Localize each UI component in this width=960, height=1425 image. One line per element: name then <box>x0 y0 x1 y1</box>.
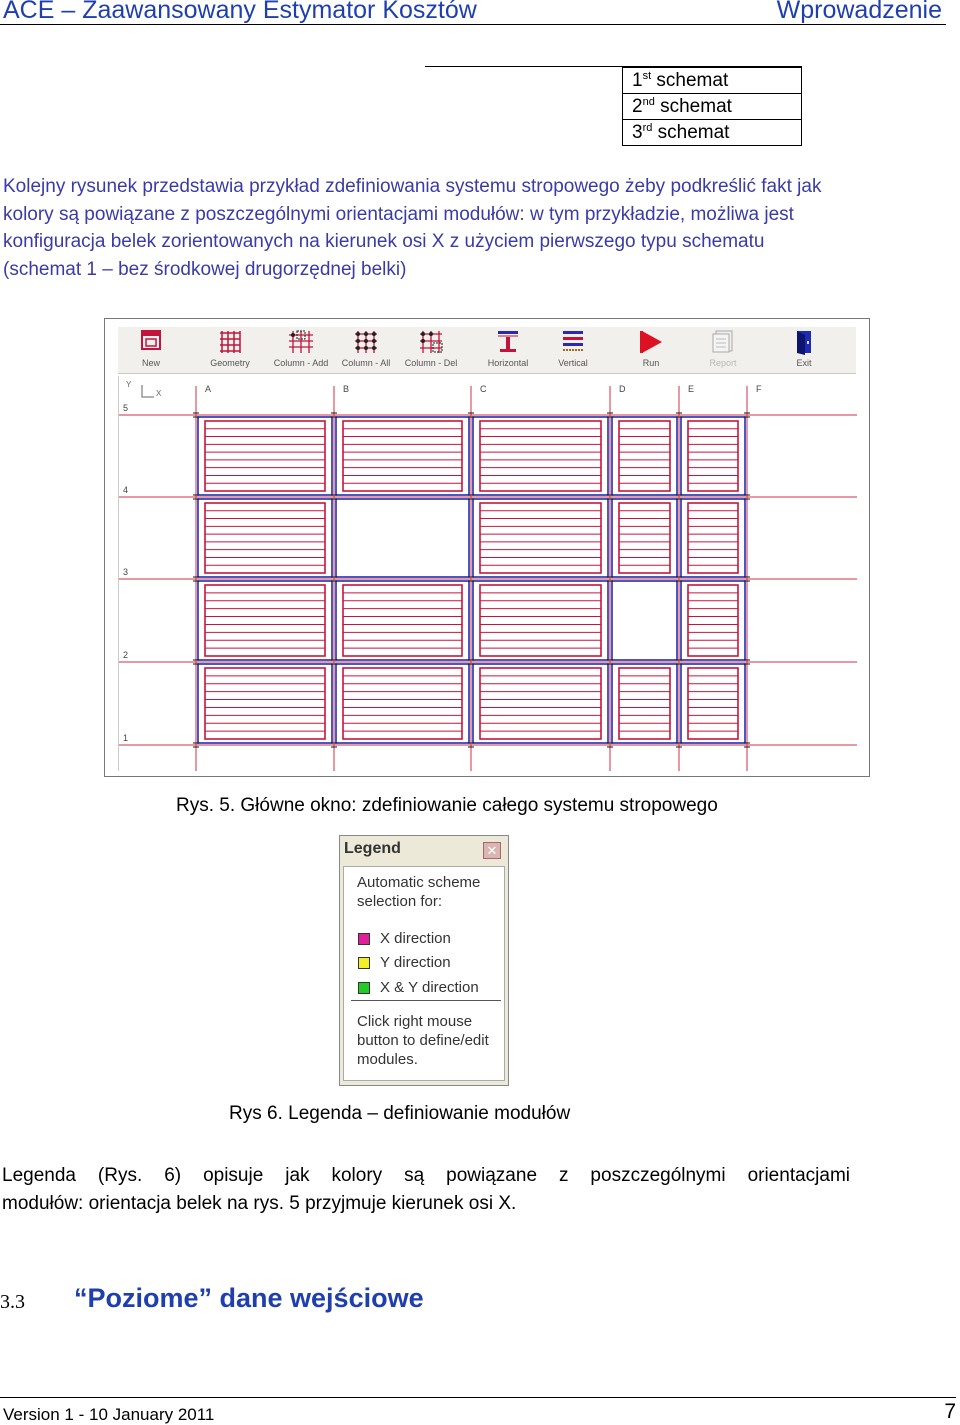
schema-sup: rd <box>642 121 653 134</box>
footer-version: Version 1 - 10 January 2011 <box>3 1405 215 1424</box>
text-line: Kolejny rysunek przedstawia przykład zdefiniowania systemu stropowego żeby podkreślić fakt jak <box>3 176 822 197</box>
module-outline <box>619 668 670 739</box>
run-label: Run <box>642 358 660 368</box>
floor-plan-grid <box>119 376 857 771</box>
schema-num: 1 <box>632 69 643 91</box>
module-outline <box>688 421 738 491</box>
close-icon[interactable]: ✕ <box>483 842 501 859</box>
page-number: 7 <box>944 1400 956 1423</box>
section-heading: “Poziome” dane wejściowe <box>74 1283 424 1313</box>
legend-item-label: Y direction <box>380 954 451 971</box>
column-del-label: Column - Del <box>404 358 458 368</box>
horizontal-beam-icon <box>495 329 521 353</box>
legend-note <box>357 1012 489 1069</box>
document-title: ACE – Zaawansowany Estymator Kosztów <box>3 0 477 24</box>
grid-icon <box>218 329 242 353</box>
column-label: A <box>205 384 212 394</box>
legend-dialog <box>339 835 509 1086</box>
exit-door-icon <box>793 329 815 355</box>
legend-heading-line: Automatic scheme <box>357 874 481 891</box>
schema-row <box>623 68 802 94</box>
module-outline <box>619 503 670 573</box>
intro-paragraph <box>3 173 953 283</box>
legend-title: Legend <box>344 840 401 857</box>
module-outline <box>343 585 462 656</box>
beam-outline <box>612 581 677 660</box>
x-direction-swatch <box>358 933 370 945</box>
module-outline <box>205 668 325 739</box>
column-del-button[interactable] <box>399 327 463 373</box>
footer-rule <box>0 1397 956 1398</box>
schema-label: schemat <box>657 121 730 143</box>
horizontal-label: Horizontal <box>487 358 529 368</box>
figure-caption-5: Rys. 5. Główne okno: zdefiniowanie całego systemu stropowego <box>176 795 718 816</box>
horizontal-button[interactable] <box>478 327 538 373</box>
schema-num: 2 <box>632 95 643 117</box>
column-label: F <box>756 384 762 394</box>
legend-item-label: X direction <box>380 930 451 947</box>
legend-item-label: X & Y direction <box>380 979 479 996</box>
module-outline <box>688 668 738 739</box>
exit-label: Exit <box>796 358 812 368</box>
legend-heading-line: selection for: <box>357 893 443 910</box>
column-all-button[interactable] <box>334 327 398 373</box>
row-label: 3 <box>123 567 129 577</box>
beam-outline <box>336 499 469 577</box>
row-label: 5 <box>123 403 129 413</box>
geometry-label: Geometry <box>210 358 250 368</box>
geometry-button[interactable] <box>202 327 258 373</box>
column-label: C <box>480 384 487 394</box>
text-line: Legenda (Rys. 6) opisuje jak kolory są powiązane z poszczególnymi orientacjami <box>2 1165 850 1186</box>
legend-divider <box>351 1000 501 1001</box>
vertical-label: Vertical <box>558 358 588 368</box>
schema-row <box>623 94 802 120</box>
text-line: kolory są powiązane z poszczególnymi orientacjami modułów: w tym przykładzie, możliwa jest <box>3 203 794 225</box>
schema-table <box>622 67 802 146</box>
column-label: D <box>619 384 626 394</box>
new-icon <box>140 329 162 351</box>
new-label: New <box>141 358 160 368</box>
report-icon <box>710 329 736 353</box>
module-outline <box>688 585 738 656</box>
legend-note-line: button to define/edit <box>357 1032 489 1049</box>
y-direction-swatch <box>358 957 370 969</box>
module-outline <box>480 585 601 656</box>
text-line: (schemat 1 – bez środkowej drugorzędnej belki) <box>3 258 407 280</box>
column-add-label: Column - Add <box>273 358 329 368</box>
figure-caption-6: Rys 6. Legenda – definiowanie modułów <box>229 1103 571 1124</box>
axis-x-label: X <box>156 389 162 398</box>
module-outline <box>688 503 738 573</box>
axis-origin-icon <box>140 385 156 399</box>
report-label: Report <box>709 358 737 368</box>
column-all-icon <box>353 329 379 353</box>
module-outline <box>619 421 670 491</box>
vertical-beam-icon <box>560 329 586 353</box>
schema-row <box>623 120 802 146</box>
column-del-icon <box>418 329 444 353</box>
legend-note-line: Click right mouse <box>357 1013 473 1030</box>
column-add-button[interactable] <box>268 327 334 373</box>
legend-body <box>343 866 505 1081</box>
row-label: 2 <box>123 650 129 660</box>
column-label: E <box>688 384 695 394</box>
exit-button[interactable] <box>782 327 826 373</box>
row-label: 4 <box>123 485 129 495</box>
module-outline <box>205 503 325 573</box>
toolbar <box>118 327 856 374</box>
drawing-canvas[interactable] <box>118 376 857 771</box>
module-outline <box>480 503 601 573</box>
report-button[interactable] <box>700 327 746 373</box>
column-all-label: Column - All <box>341 358 391 368</box>
column-label: B <box>343 384 350 394</box>
schema-label: schemat <box>656 69 729 91</box>
schema-num: 3 <box>632 121 643 143</box>
legend-note-line: modules. <box>357 1051 418 1068</box>
module-outline <box>480 668 601 739</box>
module-outline <box>343 421 462 491</box>
body-paragraph <box>2 1162 850 1218</box>
module-outline <box>343 668 462 739</box>
xy-direction-swatch <box>358 982 370 994</box>
module-outline <box>205 585 325 656</box>
text-line: modułów: orientacja belek na rys. 5 przyjmuje kierunek osi X. <box>2 1193 517 1214</box>
section-number: 3.3 <box>0 1291 25 1313</box>
run-button[interactable] <box>628 327 674 373</box>
legend-heading <box>357 873 480 911</box>
schema-label: schemat <box>660 95 732 117</box>
axis-y-label: Y <box>126 380 132 389</box>
header-rule <box>0 24 946 25</box>
module-outline <box>480 421 601 491</box>
vertical-button[interactable] <box>548 327 598 373</box>
text-line: konfiguracja belek zorientowanych na kierunek osi X z użyciem pierwszego typu schematu <box>3 231 765 252</box>
row-label: 1 <box>123 733 129 743</box>
new-button[interactable] <box>126 327 176 373</box>
schema-sup: st <box>642 69 652 82</box>
module-outline <box>205 421 325 491</box>
run-icon <box>638 329 664 355</box>
column-add-icon <box>287 329 315 353</box>
schema-sup: nd <box>642 95 655 108</box>
section-title: Wprowadzenie <box>776 0 942 24</box>
